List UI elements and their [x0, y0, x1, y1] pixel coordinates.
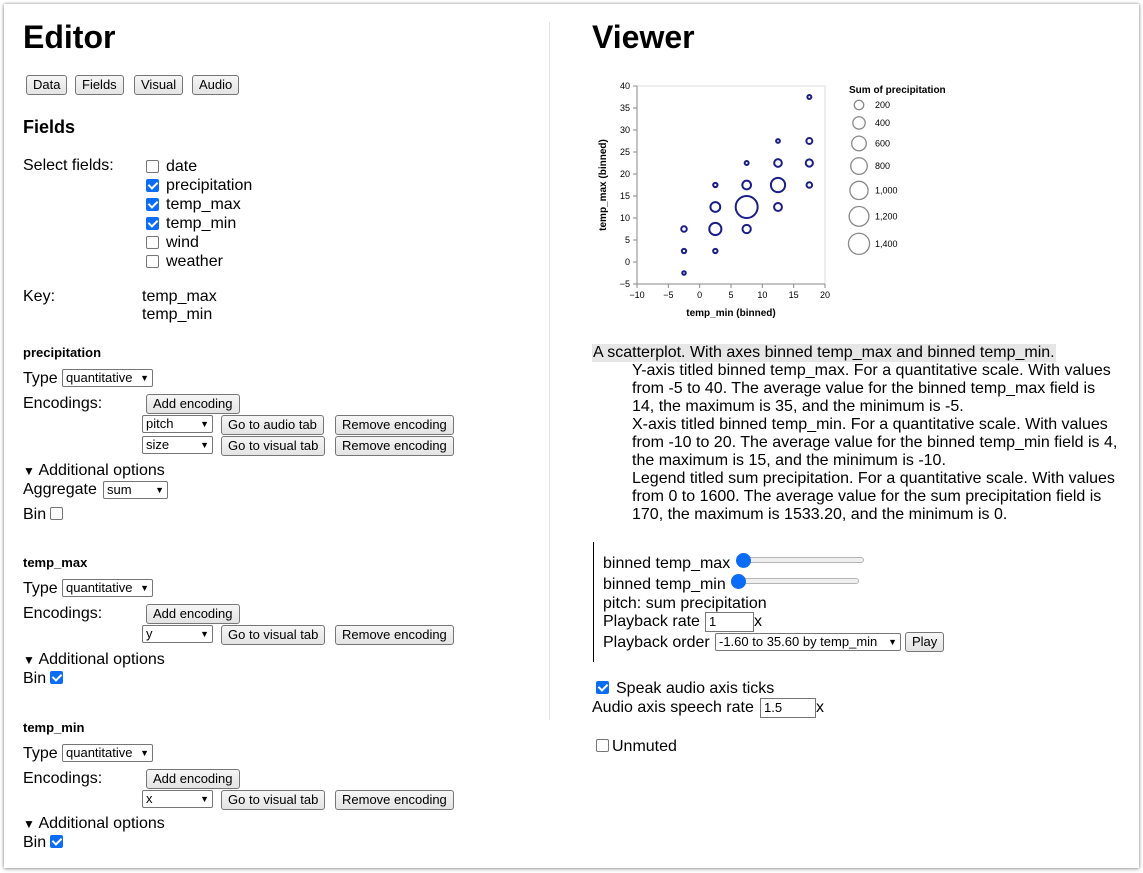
- scatter-point: [807, 95, 811, 99]
- encoding-channel-select[interactable]: size ▼: [142, 436, 213, 454]
- section-title: Fields: [23, 117, 76, 137]
- y-tick-label: 40: [619, 81, 630, 91]
- disclosure-triangle-icon: ▼: [23, 653, 35, 667]
- legend-label: 1,200: [875, 211, 898, 222]
- tab-audio[interactable]: Audio: [192, 75, 239, 95]
- chevron-down-icon: ▼: [140, 583, 149, 593]
- field-checkbox-label: precipitation: [166, 177, 253, 194]
- legend-label: 1,400: [875, 238, 898, 249]
- scatter-point: [710, 202, 720, 212]
- legend-symbol: [849, 207, 869, 227]
- slider-temp-min[interactable]: [733, 578, 859, 584]
- scatter-point: [774, 203, 782, 211]
- playback-order-label: Playback order: [603, 634, 710, 651]
- scatter-point: [713, 249, 717, 253]
- field-block-title-temp-max: temp_max: [23, 555, 88, 570]
- scatterplot-chart: [592, 78, 972, 323]
- slider-thumb[interactable]: [731, 574, 746, 589]
- legend-title: Sum of precipitation: [849, 85, 946, 96]
- disclosure-triangle-icon: ▼: [23, 817, 35, 831]
- type-select[interactable]: quantitative ▼: [62, 369, 153, 387]
- field-checkbox-label: wind: [166, 234, 199, 251]
- chevron-down-icon: ▼: [140, 373, 149, 383]
- go-to-visual-tab-button[interactable]: Go to visual tab: [221, 625, 325, 645]
- encodings-label: Encodings:: [23, 770, 103, 787]
- encoding-channel-select[interactable]: x ▼: [142, 790, 213, 808]
- field-checkbox-weather[interactable]: [146, 255, 159, 268]
- chevron-down-icon: ▼: [200, 419, 209, 429]
- tab-visual[interactable]: Visual: [134, 75, 183, 95]
- scatter-point: [776, 139, 780, 143]
- speech-rate-suffix: x: [816, 699, 824, 716]
- x-tick-label: −10: [629, 290, 645, 300]
- scatter-point: [806, 138, 812, 144]
- playback-order-select[interactable]: -1.60 to 35.60 by temp_min ▼: [715, 633, 901, 651]
- x-tick-label: −5: [663, 290, 674, 300]
- slider-label-temp-max: binned temp_max: [603, 555, 731, 572]
- bin-checkbox[interactable]: [50, 671, 63, 684]
- y-tick-label: 15: [619, 191, 630, 201]
- bin-checkbox[interactable]: [50, 507, 63, 520]
- chart-description-line: 170, the maximum is 1533.20, and the minimum is 0.: [632, 506, 1008, 523]
- pitch-label: pitch: sum precipitation: [603, 595, 767, 612]
- x-tick-label: 5: [728, 290, 734, 300]
- x-tick-label: 20: [819, 290, 831, 300]
- scatter-point: [682, 249, 686, 253]
- tab-fields[interactable]: Fields: [75, 75, 124, 95]
- legend-label: 1,000: [875, 185, 898, 196]
- add-encoding-button[interactable]: Add encoding: [146, 394, 240, 414]
- encoding-channel-select[interactable]: y ▼: [142, 625, 213, 643]
- encodings-label: Encodings:: [23, 605, 103, 622]
- field-checkbox-label: weather: [166, 253, 223, 270]
- scatter-point: [774, 159, 782, 167]
- chart-description-line: the maximum is 15, and the minimum is -10.: [632, 452, 946, 469]
- plot-frame: [637, 86, 825, 284]
- aggregate-select[interactable]: sum ▼: [103, 481, 168, 499]
- aggregate-label: Aggregate: [23, 481, 97, 498]
- x-axis-title: temp_min (binned): [686, 308, 776, 319]
- field-checkbox-wind[interactable]: [146, 236, 159, 249]
- field-checkbox-date[interactable]: [146, 160, 159, 173]
- go-to-visual-tab-button[interactable]: Go to visual tab: [221, 790, 325, 810]
- scatter-point: [713, 183, 717, 187]
- y-axis-title: temp_max (binned): [598, 139, 609, 231]
- y-tick-label: 20: [619, 169, 630, 179]
- bin-label: Bin: [23, 834, 47, 851]
- speech-rate-label: Audio axis speech rate: [592, 699, 754, 716]
- scatter-point: [806, 159, 813, 166]
- chart-description-line: from -5 to 40. The average value for the binned temp_max field is: [632, 380, 1096, 397]
- type-select[interactable]: quantitative ▼: [62, 744, 153, 762]
- legend-label: 600: [875, 138, 891, 149]
- scatter-point: [743, 225, 751, 233]
- select-fields-label: Select fields:: [23, 157, 114, 174]
- encoding-channel-select[interactable]: pitch ▼: [142, 415, 213, 433]
- chart-description-line: X-axis titled binned temp_min. For a quantitative scale. With values: [632, 416, 1108, 433]
- scatter-point: [736, 196, 758, 218]
- x-tick-label: 10: [757, 290, 768, 300]
- scatter-point: [807, 182, 813, 188]
- key-label: Key:: [23, 288, 56, 305]
- speak-ticks-label: Speak audio axis ticks: [616, 680, 775, 697]
- legend-symbol: [851, 158, 868, 175]
- speech-rate-input[interactable]: 1.5: [760, 698, 816, 718]
- remove-encoding-button[interactable]: Remove encoding: [335, 415, 454, 435]
- chart-description-line: from -10 to 20. The average value for the binned temp_min field is 4,: [632, 434, 1118, 451]
- field-block-title-precipitation: precipitation: [23, 345, 102, 360]
- disclosure-triangle-icon: ▼: [23, 464, 35, 478]
- bin-label: Bin: [23, 670, 47, 687]
- field-checkbox-label: temp_min: [166, 215, 237, 232]
- scatter-point: [682, 271, 686, 275]
- additional-options-toggle[interactable]: ▼ Additional options: [23, 462, 165, 479]
- chevron-down-icon: ▼: [140, 748, 149, 758]
- y-tick-label: 5: [624, 235, 630, 245]
- encodings-label: Encodings:: [23, 395, 103, 412]
- field-checkbox-temp-min[interactable]: [146, 217, 159, 230]
- rate-suffix: x: [754, 613, 762, 630]
- chart-description-line: Legend titled sum precipitation. For a quantitative scale. With values: [632, 470, 1115, 487]
- chevron-down-icon: ▼: [200, 794, 209, 804]
- y-tick-label: 35: [619, 103, 630, 113]
- scatter-point: [709, 223, 721, 235]
- chevron-down-icon: ▼: [888, 637, 897, 647]
- chevron-down-icon: ▼: [200, 629, 209, 639]
- y-tick-label: 10: [619, 213, 630, 223]
- scatter-point: [771, 178, 785, 192]
- type-label: Type: [23, 580, 58, 597]
- key-value: temp_min: [142, 306, 213, 323]
- slider-thumb[interactable]: [736, 553, 751, 568]
- remove-encoding-button[interactable]: Remove encoding: [335, 625, 454, 645]
- legend-symbol: [854, 100, 863, 109]
- playback-rate-label: Playback rate: [603, 613, 700, 630]
- legend-label: 800: [875, 161, 891, 172]
- viewer-title: Viewer: [592, 19, 695, 55]
- slider-temp-max[interactable]: [738, 557, 864, 563]
- go-to-audio-tab-button[interactable]: Go to audio tab: [221, 415, 324, 435]
- type-label: Type: [23, 370, 58, 387]
- legend-label: 400: [875, 117, 891, 128]
- playback-rate-input[interactable]: 1: [705, 612, 754, 632]
- chart-description-line: from 0 to 1600. The average value for the sum precipitation field is: [632, 488, 1102, 505]
- y-tick-label: −5: [619, 279, 630, 289]
- play-button[interactable]: Play: [905, 632, 944, 652]
- chart-description-line: Y-axis titled binned temp_max. For a quantitative scale. With values: [632, 362, 1111, 379]
- unmuted-label: Unmuted: [612, 738, 677, 755]
- slider-label-temp-min: binned temp_min: [603, 576, 726, 593]
- field-checkbox-precipitation[interactable]: [146, 179, 159, 192]
- legend-symbol: [850, 181, 868, 199]
- type-label: Type: [23, 745, 58, 762]
- remove-encoding-button[interactable]: Remove encoding: [335, 436, 454, 456]
- legend-symbol: [848, 233, 869, 254]
- unmuted-checkbox[interactable]: [596, 739, 609, 752]
- x-tick-label: 0: [697, 290, 703, 300]
- y-tick-label: 30: [619, 125, 630, 135]
- scatter-point: [745, 161, 749, 165]
- bin-label: Bin: [23, 506, 47, 523]
- tab-data[interactable]: Data: [26, 75, 67, 95]
- field-checkbox-temp-max[interactable]: [146, 198, 159, 211]
- audio-panel-border: [593, 542, 594, 662]
- field-checkbox-label: temp_max: [166, 196, 241, 213]
- go-to-visual-tab-button[interactable]: Go to visual tab: [221, 436, 325, 456]
- additional-options-toggle[interactable]: ▼ Additional options: [23, 815, 165, 832]
- x-tick-label: 15: [788, 290, 799, 300]
- chevron-down-icon: ▼: [200, 440, 209, 450]
- field-checkbox-label: date: [166, 158, 198, 175]
- legend-label: 200: [875, 100, 891, 110]
- add-encoding-button[interactable]: Add encoding: [146, 604, 240, 624]
- scatter-point: [742, 181, 751, 190]
- scatter-point: [681, 226, 687, 232]
- editor-title: Editor: [23, 19, 116, 55]
- y-tick-label: 25: [619, 147, 630, 157]
- legend-symbol: [853, 117, 865, 129]
- chevron-down-icon: ▼: [155, 485, 164, 495]
- legend-symbol: [852, 136, 867, 151]
- type-select[interactable]: quantitative ▼: [62, 579, 153, 597]
- key-value: temp_max: [142, 288, 217, 305]
- add-encoding-button[interactable]: Add encoding: [146, 769, 240, 789]
- y-tick-label: 0: [624, 257, 630, 267]
- additional-options-toggle[interactable]: ▼ Additional options: [23, 651, 165, 668]
- chart-description-line: 14, the maximum is 35, and the minimum is -5.: [632, 398, 964, 415]
- remove-encoding-button[interactable]: Remove encoding: [335, 790, 454, 810]
- speak-ticks-checkbox[interactable]: [596, 681, 609, 694]
- panel-divider: [549, 22, 550, 720]
- chart-description-summary: A scatterplot. With axes binned temp_max and binned temp_min.: [593, 344, 1055, 361]
- bin-checkbox[interactable]: [50, 835, 63, 848]
- field-block-title-temp-min: temp_min: [23, 720, 85, 735]
